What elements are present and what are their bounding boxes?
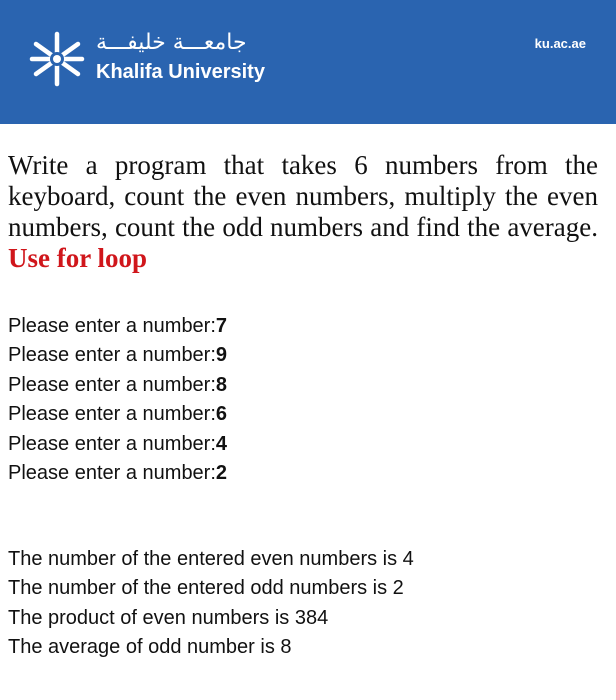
header-banner [0,0,616,124]
output-line: The number of the entered odd numbers is 2 [8,577,404,600]
input-value: 8 [215,373,228,396]
input-line [8,312,227,341]
question-emphasis: Use for loop [8,243,147,273]
input-line [8,400,227,429]
input-value: 9 [215,344,228,367]
input-value: 6 [215,403,228,426]
input-line [8,371,227,400]
input-line [8,459,227,488]
output-line: The number of the entered even numbers is 4 [8,548,414,570]
input-prompt: Please enter a number: [8,373,216,396]
output-transcript [8,545,414,663]
output-line: The product of even numbers is 384 [8,606,329,629]
input-value: 4 [215,432,228,455]
input-transcript [8,312,227,488]
output-line: The average of odd number is 8 [8,636,292,659]
input-value: 7 [215,315,228,337]
input-prompt: Please enter a number: [8,344,216,367]
input-prompt: Please enter a number: [8,432,216,455]
input-prompt: Please enter a number: [8,403,216,426]
input-prompt: Please enter a number: [8,461,216,484]
input-line [8,430,227,459]
site-url: ku.ac.ae [534,36,586,51]
input-value: 2 [215,461,228,484]
input-line [8,341,227,370]
logo-arabic-text: جامعـــة خليفـــة [96,30,247,55]
question-text [8,150,598,274]
logo-english-text: Khalifa University [96,61,265,83]
question-body: Write a program that takes 6 numbers from the keyboard, count the even numbers, multiply the even numbers, count the odd numbers and find the average. [8,150,598,242]
khalifa-university-logo-icon [28,30,86,88]
input-prompt: Please enter a number: [8,315,216,337]
